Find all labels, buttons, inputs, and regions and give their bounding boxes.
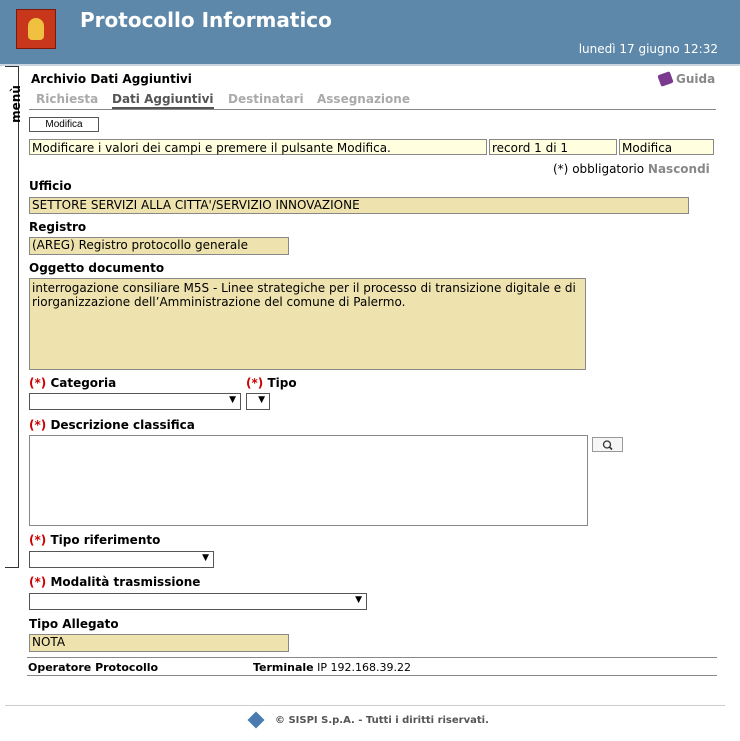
tab-richiesta[interactable]: Richiesta (36, 92, 99, 106)
categoria-label: Categoria (50, 376, 117, 390)
required-marker: (*) (246, 376, 264, 390)
required-marker: (*) (29, 418, 47, 432)
mode-indicator: Modifica (619, 139, 714, 155)
categoria-label-group (29, 376, 116, 390)
descrizione-label: Descrizione classifica (50, 418, 195, 432)
required-marker: (*) (29, 533, 47, 547)
registro-label: Registro (29, 220, 87, 234)
chevron-down-icon: ▼ (202, 553, 209, 563)
required-marker: (*) (553, 162, 569, 176)
tipo-label-group (246, 376, 297, 390)
side-menu-toggle[interactable] (5, 66, 23, 568)
registro-field: (AREG) Registro protocollo generale (29, 237, 289, 255)
tipo-riferimento-label: Tipo riferimento (50, 533, 161, 547)
tipo-riferimento-label-group (29, 533, 160, 547)
magnifier-icon (593, 438, 624, 453)
book-icon (657, 71, 673, 87)
operator-label: Operatore Protocollo (28, 661, 159, 674)
status-divider-bottom (27, 675, 717, 676)
required-marker: (*) (29, 376, 47, 390)
tipo-label: Tipo (267, 376, 297, 390)
status-message: Modificare i valori dei campi e premere il pulsante Modifica. (29, 139, 487, 155)
side-menu-label: menù (8, 85, 23, 123)
tipo-select[interactable] (246, 393, 270, 410)
categoria-select[interactable] (29, 393, 241, 410)
ufficio-field: SETTORE SERVIZI ALLA CITTA'/SERVIZIO INNOVAZIONE (29, 197, 689, 214)
guide-link[interactable] (659, 72, 715, 86)
oggetto-label: Oggetto documento (29, 261, 165, 275)
tipo-allegato-label: Tipo Allegato (29, 617, 119, 631)
record-counter: record 1 di 1 (489, 139, 617, 155)
terminal-label: Terminale (253, 661, 314, 674)
required-note (553, 162, 710, 176)
hide-link[interactable]: Nascondi (647, 162, 710, 176)
descrizione-textarea[interactable] (29, 435, 588, 526)
section-title: Archivio Dati Aggiuntivi (31, 72, 192, 86)
coat-of-arms-logo (16, 9, 56, 49)
modify-button[interactable]: Modifica (29, 117, 99, 132)
required-marker: (*) (29, 575, 47, 589)
modalita-label-group (29, 575, 200, 589)
descrizione-label-group (29, 418, 195, 432)
tipo-allegato-field: NOTA (29, 634, 289, 652)
terminal-value: IP 192.168.39.22 (317, 661, 412, 674)
chevron-down-icon: ▼ (355, 595, 362, 605)
sispi-logo-icon (248, 712, 265, 729)
tab-destinatari[interactable]: Destinatari (228, 92, 304, 106)
datetime: lunedì 17 giugno 12:32 (578, 42, 718, 56)
tab-divider (29, 109, 716, 110)
chevron-down-icon: ▼ (229, 395, 236, 405)
footer-divider (5, 705, 725, 706)
guide-label: Guida (676, 72, 716, 86)
chevron-down-icon: ▼ (258, 395, 265, 405)
app-title: Protocollo Informatico (80, 8, 332, 32)
terminal-info (253, 661, 411, 674)
footer-copyright: © SISPI S.p.A. - Tutti i diritti riservati. (275, 715, 489, 726)
ufficio-label: Ufficio (29, 179, 72, 193)
app-header (0, 0, 740, 66)
status-divider-top (27, 657, 717, 658)
modalita-label: Modalità trasmissione (50, 575, 201, 589)
required-text: obbligatorio (572, 162, 645, 176)
modalita-select[interactable] (29, 593, 367, 610)
tab-dati-aggiuntivi[interactable]: Dati Aggiuntivi (112, 92, 214, 109)
tab-assegnazione[interactable]: Assegnazione (317, 92, 410, 106)
oggetto-textarea[interactable]: interrogazione consiliare M5S - Linee strategiche per il processo di transizione digitale e di riorganizzazione dell’Amministrazione del comune di Palermo. (29, 278, 586, 370)
search-button[interactable] (592, 437, 623, 452)
tipo-riferimento-select[interactable] (29, 551, 214, 568)
